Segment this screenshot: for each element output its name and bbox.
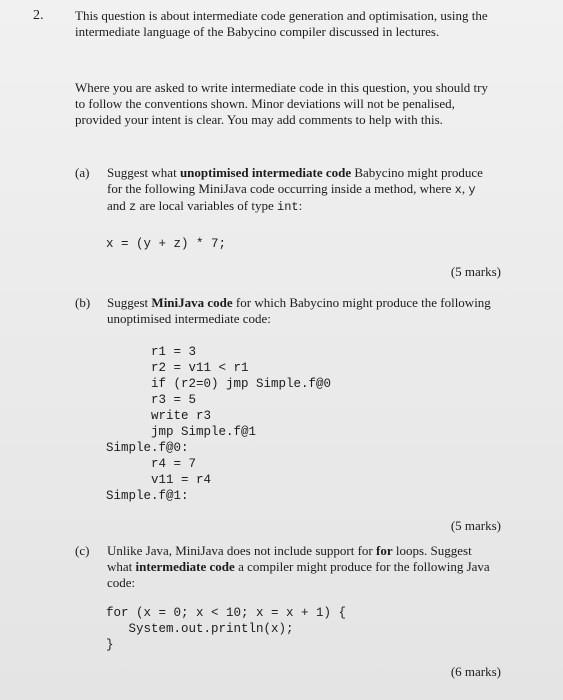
part-c-letter: (c) <box>75 543 90 558</box>
part-a-text-6: : <box>298 198 303 213</box>
part-a-text-3: , <box>461 181 469 196</box>
part-c-marks: (6 marks) <box>450 664 501 679</box>
part-b-marks: (5 marks) <box>450 518 501 533</box>
part-a-var-x: x <box>454 183 462 197</box>
part-c-bold-2: intermediate code <box>135 559 235 574</box>
part-a-bold-1: unoptimised intermediate code <box>179 165 352 180</box>
part-b-code: r1 = 3 r2 = v11 < r1 if (r2=0) jmp Simple.f@0 r3 = 5 write r3 jmp Simple.f@1 Simple.f@0: r4 = 7 v11 = r4 Simple.f@1: <box>106 345 332 503</box>
part-a-letter: (a) <box>75 165 90 180</box>
part-c-text-3: a compiler might produce for the following Java code: <box>107 559 490 590</box>
part-a-text-2: Babycino might produce for the following MiniJava code occurring inside a method, where <box>107 165 483 196</box>
part-a-var-y: y <box>468 183 476 197</box>
part-a-type-int: int <box>277 200 299 214</box>
part-a-code: x = (y + z) * 7; <box>106 237 227 251</box>
part-c-code: for (x = 0; x < 10; x = x + 1) { System.out.println(x); } <box>106 606 347 652</box>
part-c-bold-1: for <box>375 543 393 558</box>
question-number: 2. <box>33 8 44 23</box>
part-c-text-1: Unlike Java, MiniJava does not include support for <box>107 543 376 558</box>
part-a-text-5: are local variables of type <box>136 198 277 213</box>
part-b-text-2: for which Babycino might produce the following unoptimised intermediate code: <box>107 295 491 326</box>
intro-paragraph-2: Where you are asked to write intermediate code in this question, you should try to follow the conventions shown. Minor deviations will not be penalised, provided your intent is clear. You may add comments to help with this. <box>75 80 488 127</box>
part-a-marks: (5 marks) <box>450 264 501 279</box>
intro-paragraph-1: This question is about intermediate code generation and optimisation, using the intermediate language of the Babycino compiler discussed in lectures. <box>75 8 488 39</box>
part-c-text <box>107 543 497 591</box>
part-a-var-z: z <box>129 200 137 214</box>
part-a-text-4: and <box>107 198 130 213</box>
part-b-bold-1: MiniJava code <box>151 295 233 310</box>
part-a-text <box>107 165 497 215</box>
part-b-letter: (b) <box>75 295 91 310</box>
part-b-text <box>107 295 497 327</box>
part-c-text-2: loops. Suggest what <box>107 543 472 574</box>
part-b-text-1: Suggest <box>107 295 152 310</box>
part-a-text-1: Suggest what <box>107 165 180 180</box>
